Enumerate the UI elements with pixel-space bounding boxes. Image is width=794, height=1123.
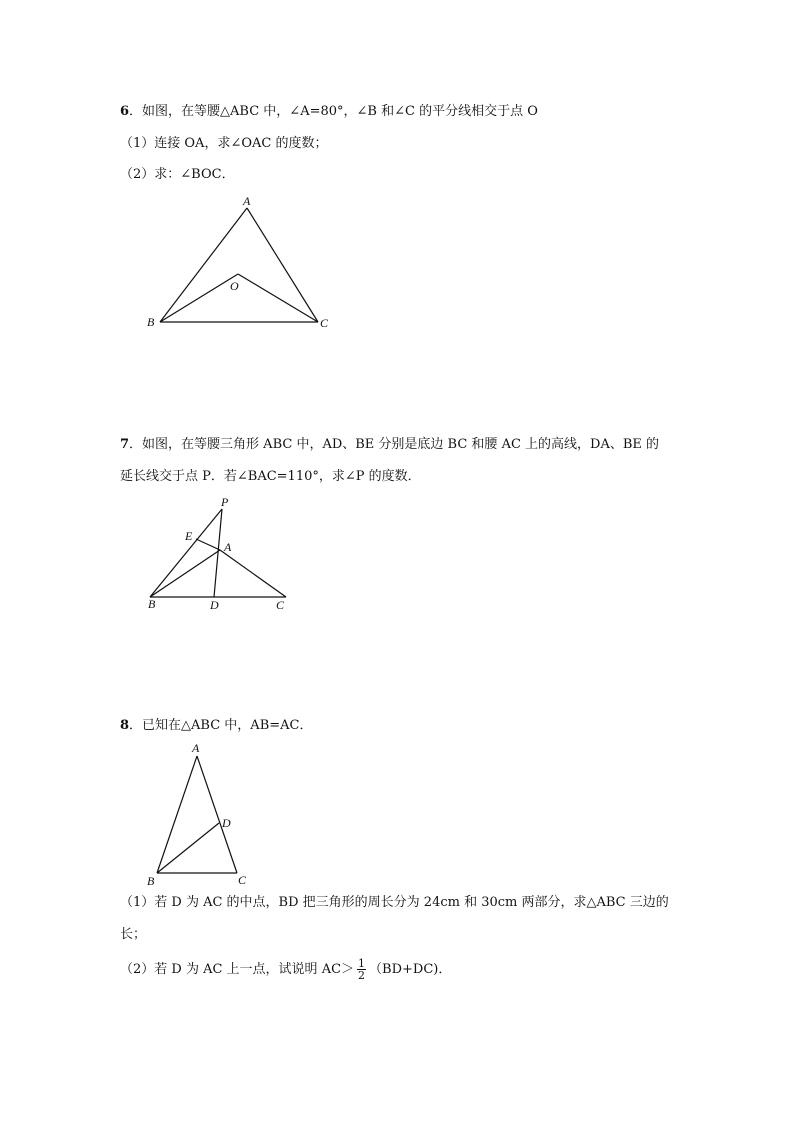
q8-side-ac [197, 756, 237, 873]
q8-label-b: B [147, 874, 155, 888]
q8-part2-post: （BD+DC)． [369, 962, 452, 977]
q8-segment-bd [157, 823, 219, 873]
q7-label-b: B [148, 597, 156, 611]
q8-part2 [120, 958, 451, 981]
q8-fraction [357, 958, 366, 981]
q6-label-c: C [320, 316, 329, 330]
q6-label-o: O [230, 279, 239, 293]
q6-stem-text: ．如图，在等腰△ABC 中，∠A=80°，∠B 和∠C 的平分线相交于点 O [129, 104, 538, 119]
q7-stem-line2: 延长线交于点 P．若∠BAC=110°，求∠P 的度数． [120, 469, 421, 484]
q7-label-c: C [276, 598, 285, 612]
q8-number: 8 [120, 718, 130, 733]
q8-label-d: D [222, 816, 231, 830]
q8-frac-denominator: 2 [358, 969, 366, 982]
q7-label-a: A [224, 540, 232, 554]
q7-label-p: P [221, 495, 229, 509]
q7-label-e: E [185, 529, 193, 543]
q8-side-ab [157, 756, 197, 873]
q8-part2-pre: （2）若 D 为 AC 上一点，试说明 AC＞ [120, 962, 355, 977]
q8-label-a: A [192, 741, 200, 755]
q7-stem-text: ．如图，在等腰三角形 ABC 中，AD、BE 分别是底边 BC 和腰 AC 上的高线，DA、BE 的 [129, 437, 660, 452]
q8-frac-numerator: 1 [358, 957, 366, 970]
q8-stem-text: ．已知在△ABC 中，AB=AC． [129, 718, 313, 733]
q6-number: 6 [120, 104, 130, 119]
q7-number: 7 [120, 437, 130, 452]
q8-label-c: C [238, 873, 247, 887]
q6-part2: （2）求：∠BOC． [120, 167, 235, 182]
q8-part1-line2: 长； [120, 927, 147, 942]
q6-label-b: B [147, 315, 155, 329]
q6-label-a: A [243, 194, 251, 208]
q7-label-d: D [210, 598, 219, 612]
q8-part1-line1: （1）若 D 为 AC 的中点，BD 把三角形的周长分为 24cm 和 30cm 两部分，求△ABC 三边的 [120, 895, 669, 910]
q6-part1: （1）连接 OA，求∠OAC 的度数； [120, 136, 328, 151]
